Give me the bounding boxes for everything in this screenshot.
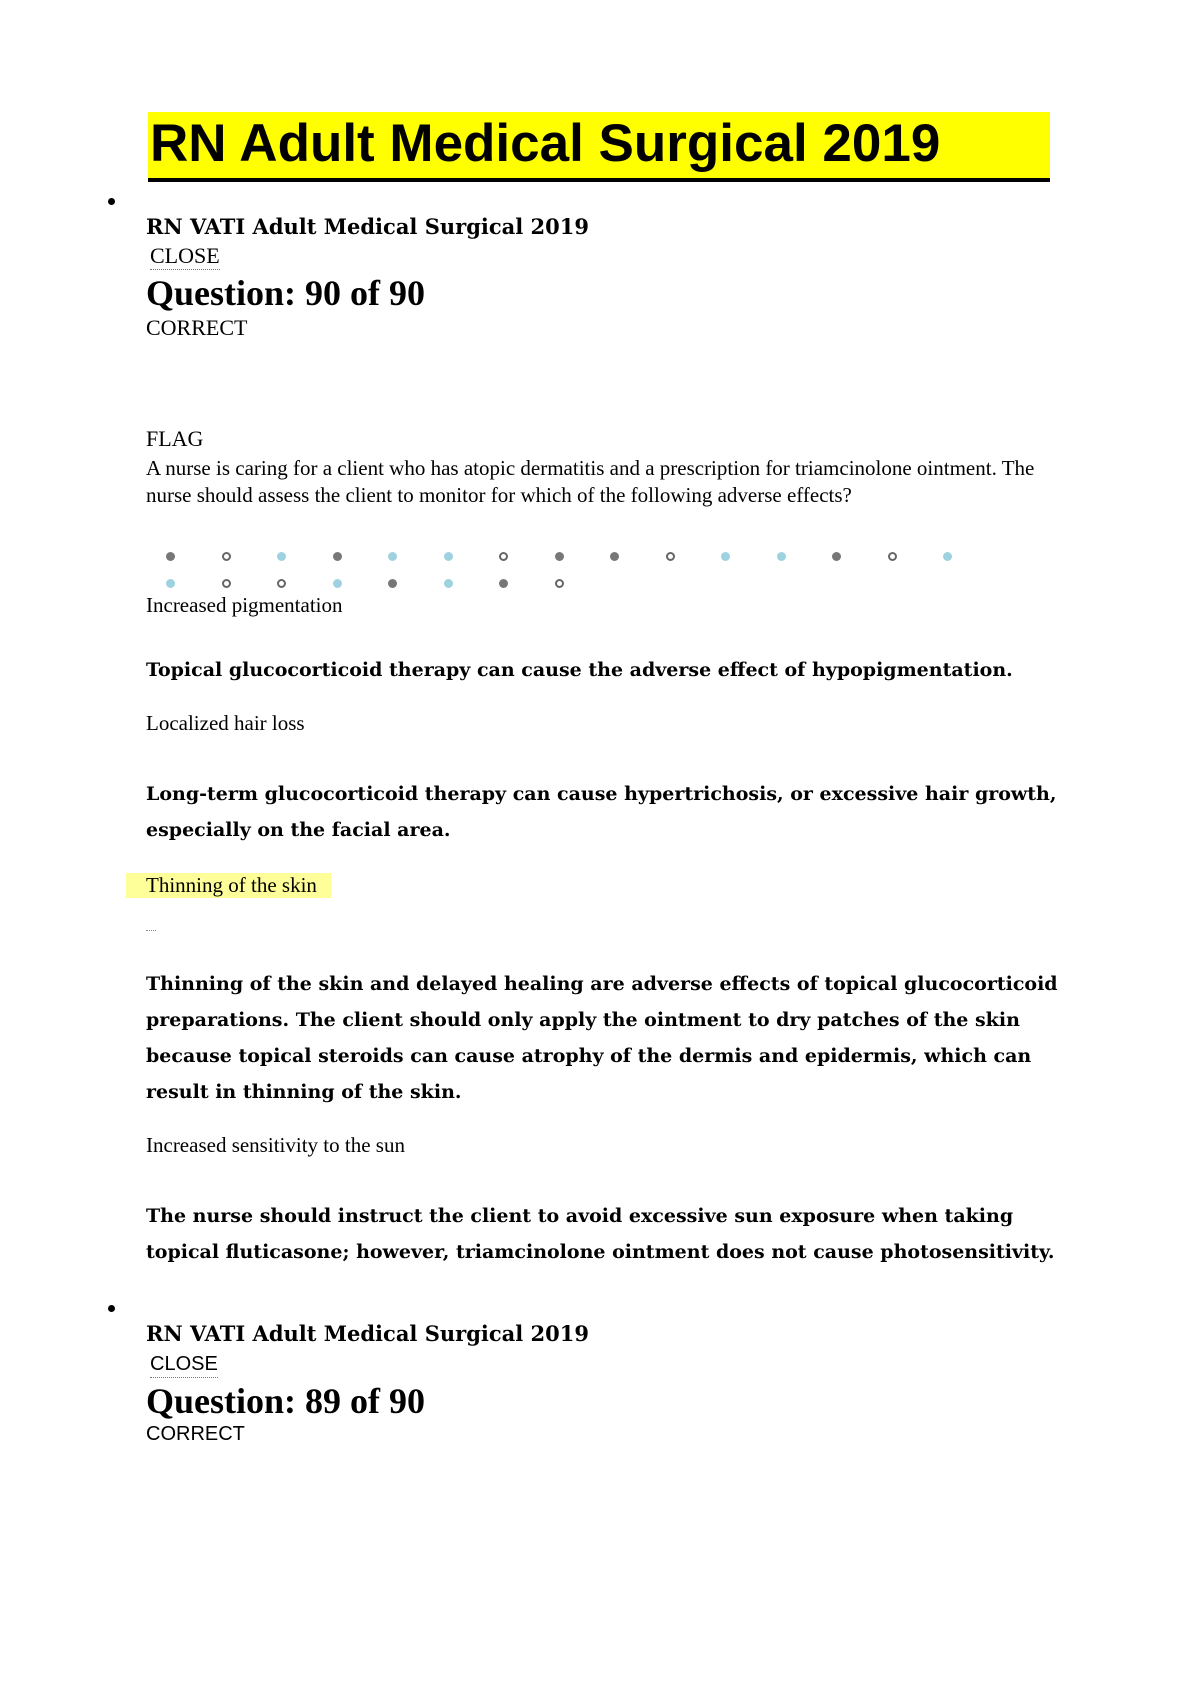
answer-option[interactable]: Increased sensitivity to the sun: [146, 1133, 405, 1157]
question-number: Question: 90 of 90: [146, 273, 425, 313]
answer-rationale: Long-term glucocorticoid therapy can cause hypertrichosis, or excessive hair growth, especially on the facial area.: [146, 783, 1057, 841]
page-title: RN Adult Medical Surgical 2019: [148, 112, 1050, 182]
question-nav-dot[interactable]: [832, 551, 888, 562]
question-number: Question: 89 of 90: [146, 1381, 425, 1421]
question-nav-dot[interactable]: [499, 578, 555, 589]
question-nav-dot[interactable]: [555, 578, 611, 589]
question-nav-dot[interactable]: [777, 551, 833, 562]
question-nav-dot[interactable]: [666, 551, 722, 562]
course-name: RN VATI Adult Medical Surgical 2019: [146, 214, 589, 239]
question-nav-dot[interactable]: [166, 551, 222, 562]
course-name: RN VATI Adult Medical Surgical 2019: [146, 1321, 589, 1346]
question-nav-dot[interactable]: [721, 551, 777, 562]
question-nav-dot[interactable]: [499, 551, 555, 562]
question-nav-dot[interactable]: [277, 578, 333, 589]
answer-rationale: Thinning of the skin and delayed healing are adverse effects of topical glucocorticoid preparations. The client should only apply the ointment to dry patches of the skin because topical steroids can cause atrophy of the dermis and epidermis, which can result in thinning of the skin.: [146, 973, 1058, 1103]
list-bullet: [108, 198, 115, 205]
question-nav-dot[interactable]: [555, 551, 611, 562]
question-nav-dot[interactable]: [277, 551, 333, 562]
status-badge: CORRECT: [146, 315, 248, 340]
list-bullet: [108, 1305, 115, 1312]
question-nav-dot[interactable]: [333, 578, 389, 589]
answer-option-selected[interactable]: Thinning of the skin: [126, 873, 331, 898]
close-button[interactable]: CLOSE: [150, 243, 220, 268]
question-nav-dot[interactable]: [222, 578, 278, 589]
question-nav-dot[interactable]: [444, 578, 500, 589]
question-nav-dot[interactable]: [610, 551, 666, 562]
question-nav-dot[interactable]: [388, 551, 444, 562]
question-nav-dot[interactable]: [888, 551, 944, 562]
question-navigator: [166, 551, 1046, 589]
answer-rationale: Topical glucocorticoid therapy can cause the adverse effect of hypopigmentation.: [146, 659, 1013, 681]
question-nav-dot[interactable]: [166, 578, 222, 589]
flag-button[interactable]: FLAG: [146, 426, 204, 451]
question-nav-dot[interactable]: [444, 551, 500, 562]
status-badge: CORRECT: [146, 1423, 245, 1445]
question-nav-dot[interactable]: [333, 551, 389, 562]
question-text: A nurse is caring for a client who has atopic dermatitis and a prescription for triamcinolone ointment. The nurse should assess the client to monitor for which of the following adverse effects?: [146, 456, 1035, 507]
answer-marker: [146, 930, 156, 931]
close-button[interactable]: CLOSE: [150, 1351, 218, 1378]
answer-option[interactable]: Increased pigmentation: [146, 593, 343, 617]
question-nav-dot[interactable]: [388, 578, 444, 589]
answer-rationale: The nurse should instruct the client to avoid excessive sun exposure when taking topical fluticasone; however, triamcinolone ointment does not cause photosensitivity.: [146, 1205, 1055, 1263]
question-nav-dot[interactable]: [943, 551, 999, 562]
question-nav-dot[interactable]: [222, 551, 278, 562]
answer-option[interactable]: Localized hair loss: [146, 711, 305, 735]
